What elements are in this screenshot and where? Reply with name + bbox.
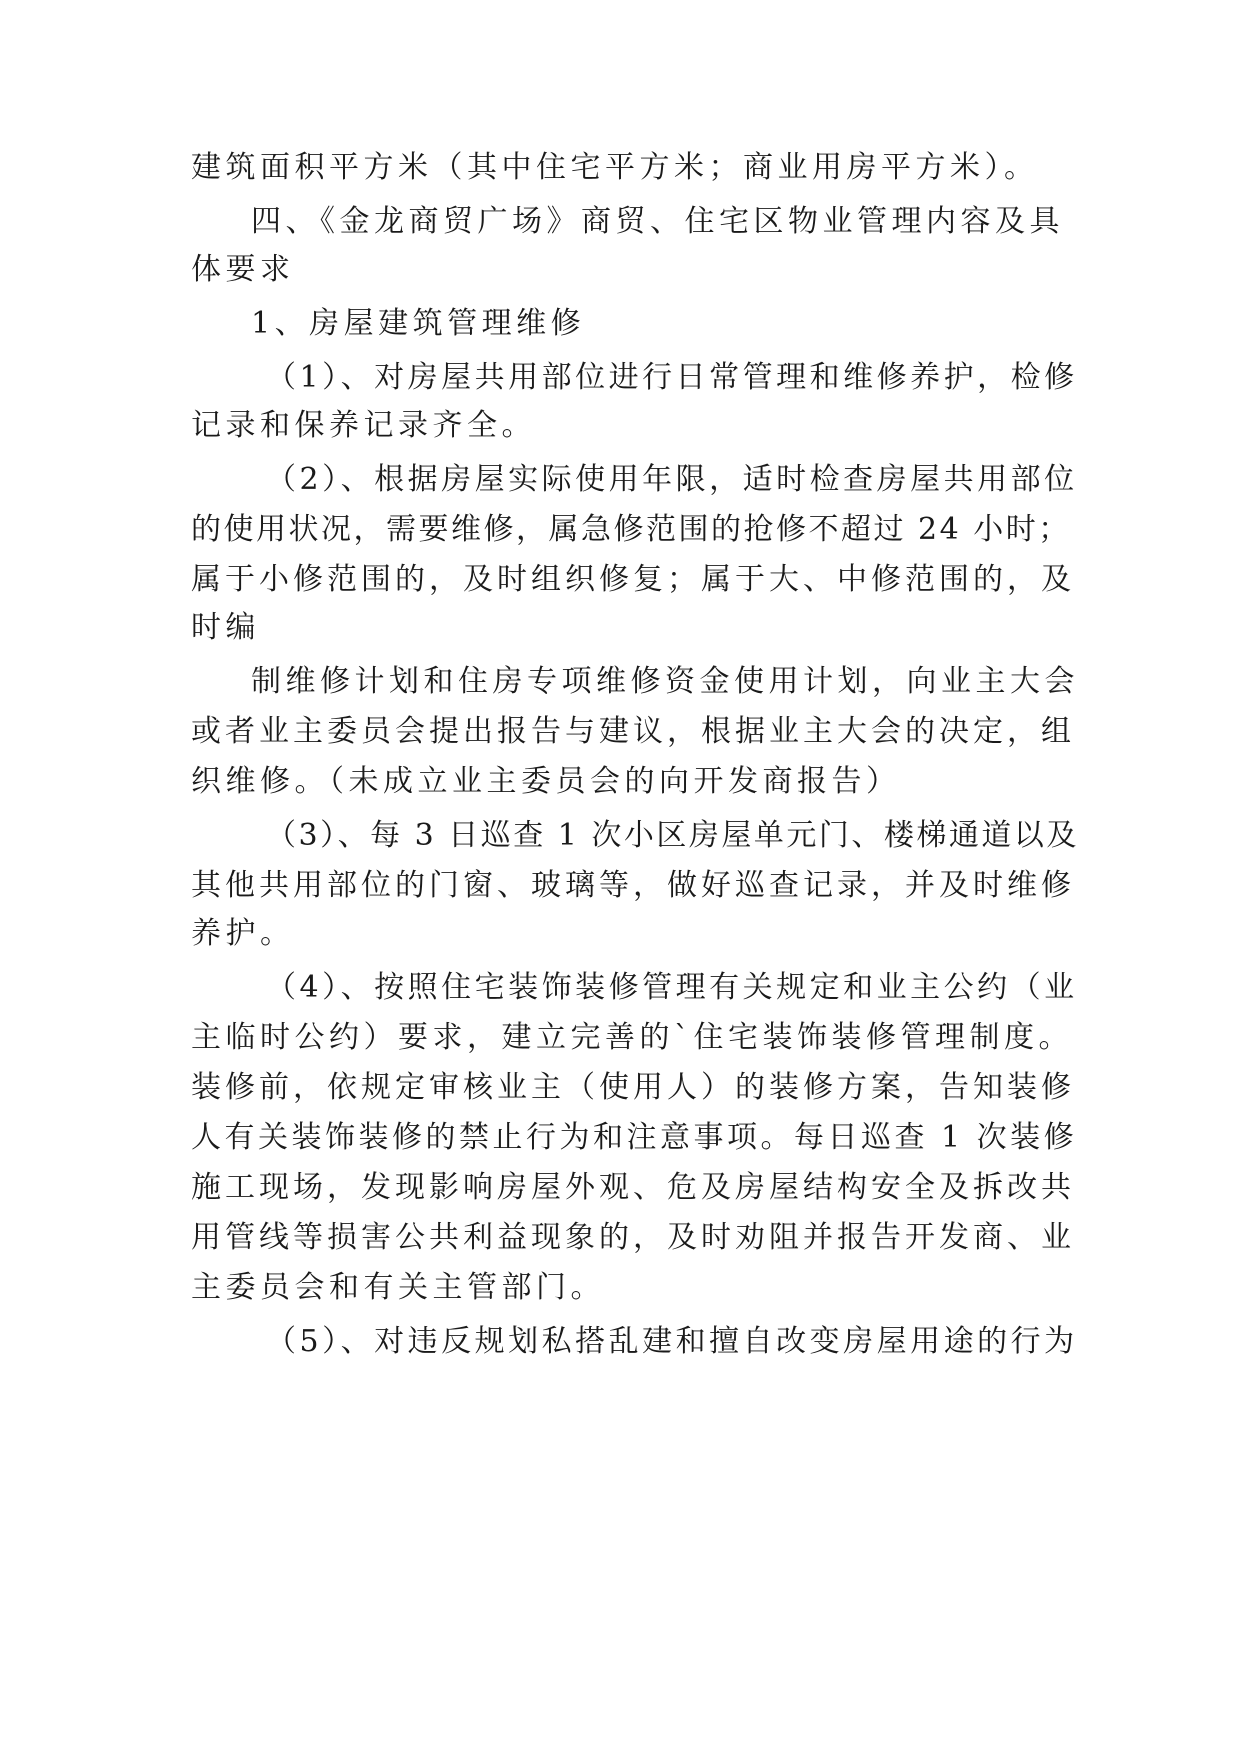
text-line: 用管线等损害公共利益现象的，及时劝阻并报告开发商、业: [191, 1220, 1075, 1255]
text-line: 记录和保养记录齐全。: [191, 408, 536, 443]
text-line: 的使用状况，需要维修，属急修范围的抢修不超过 24 小时；: [191, 512, 1071, 547]
text-line: 其他共用部位的门窗、玻璃等，做好巡查记录，并及时维修: [191, 868, 1075, 903]
text-line: （2）、根据房屋实际使用年限，适时检查房屋共用部位: [266, 462, 1078, 497]
section-heading: 四、《金龙商贸广场》商贸、住宅区物业管理内容及具: [251, 204, 1064, 239]
text-line: 体要求: [191, 252, 295, 287]
text-line: 制维修计划和住房专项维修资金使用计划，向业主大会: [251, 664, 1079, 699]
text-line: 主临时公约）要求，建立完善的`住宅装饰装修管理制度。: [191, 1020, 1073, 1055]
text-line: 养护。: [191, 916, 295, 951]
text-line: 人有关装饰装修的禁止行为和注意事项。每日巡查 1 次装修: [191, 1120, 1078, 1155]
text-line: 属于小修范围的，及时组织修复；属于大、中修范围的，及: [191, 562, 1075, 597]
text-line: 时编: [191, 610, 260, 645]
text-line: （5）、对违反规划私搭乱建和擅自改变房屋用途的行为: [266, 1324, 1078, 1359]
text-line: 织维修。（未成立业主委员会的向开发商报告）: [191, 764, 901, 799]
text-line: 建筑面积平方米（其中住宅平方米；商业用房平方米）。: [191, 150, 1039, 185]
text-line: 或者业主委员会提出报告与建议，根据业主大会的决定，组: [191, 714, 1075, 749]
subsection-heading: 1、房屋建筑管理维修: [251, 306, 586, 341]
text-line: （3）、每 3 日巡查 1 次小区房屋单元门、楼梯通道以及: [266, 818, 1079, 853]
text-line: 装修前，依规定审核业主（使用人）的装修方案，告知装修: [191, 1070, 1075, 1105]
text-line: （4）、按照住宅装饰装修管理有关规定和业主公约（业: [266, 970, 1078, 1005]
text-line: 施工现场，发现影响房屋外观、危及房屋结构安全及拆改共: [191, 1170, 1075, 1205]
text-line: 主委员会和有关主管部门。: [191, 1270, 605, 1305]
text-line: （1）、对房屋共用部位进行日常管理和维修养护，检修: [266, 360, 1078, 395]
